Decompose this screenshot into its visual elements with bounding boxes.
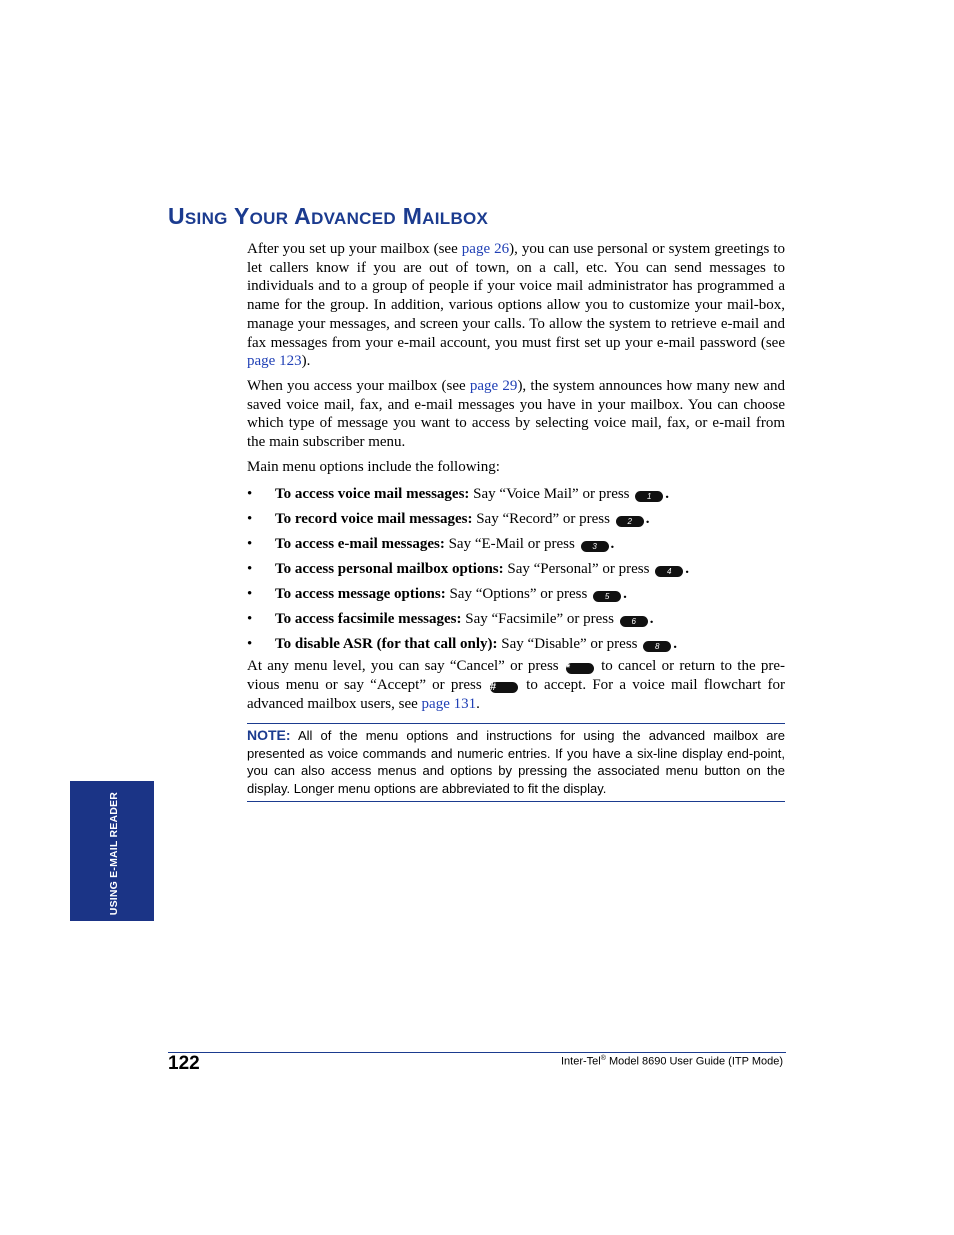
bullet-icon: • (247, 561, 253, 578)
menu-options-list (247, 485, 785, 654)
intro-paragraph: After you set up your mailbox (see page 26), you can use personal or system greetings to let callers know if you are out of town, on a call, etc. You can send messages to individuals and to a group of people if your voice mail administrator has programmed a name for the group. In addition, various options allow you to customize your mail-box, manage your messages, and screen your calls. To allow the system to retrieve e-mail and fax messages from your e-mail account, you must first set up your e-mail password (see page 123). (247, 241, 785, 370)
key-4-icon: 4 (655, 566, 683, 577)
bullet-icon: • (247, 511, 253, 528)
access-paragraph: When you access your mailbox (see page 29), the system announces how many new and saved voice mail, fax, and e-mail messages you have in your mailbox. You can choose which type of message you want to access by selecting voice mail, fax, or e-mail from the main subscriber menu. (247, 377, 785, 451)
chapter-tab-label: USING E-MAIL READER (108, 791, 120, 915)
page-123-link[interactable]: page 123 (247, 353, 302, 370)
bullet-icon: • (247, 586, 253, 603)
page-26-link[interactable]: page 26 (461, 241, 510, 257)
key-1-icon: 1 (635, 491, 663, 502)
note-label: NOTE: (247, 727, 291, 744)
bullet-icon: • (247, 536, 253, 553)
chapter-side-tab (70, 781, 154, 921)
list-item: • To record voice mail messages: Say “Record” or press 2 . (247, 511, 650, 528)
page-number: 122 (168, 1053, 200, 1074)
bullet-icon: • (247, 636, 253, 653)
list-item: • To access e-mail messages: Say “E-Mail or press 3 . (247, 536, 615, 553)
list-item: • To access message options: Say “Options” or press 5 . (247, 586, 627, 603)
key-6-icon: 6 (620, 616, 648, 627)
list-item: • To access personal mailbox options: Say “Personal” or press 4 . (247, 561, 689, 578)
menu-level-paragraph: At any menu level, you can say “Cancel” or press * to cancel or return to the pre-vious menu or say “Accept” or press # to accept. For a voice mail flowchart for advanced mailbox users, see page 131. (247, 658, 785, 712)
star-key-icon: * (566, 663, 594, 674)
bullet-icon: • (247, 486, 253, 503)
footer-title: Inter-Tel® Model 8690 User Guide (ITP Mode) (560, 1055, 783, 1068)
menu-intro-paragraph: Main menu options include the following: (247, 458, 500, 475)
pound-key-icon: # (490, 682, 518, 693)
list-item: • To access facsimile messages: Say “Facsimile” or press 6 . (247, 611, 654, 628)
key-3-icon: 3 (581, 541, 609, 552)
section-heading: USING YOUR ADVANCED MAILBOX (168, 203, 489, 229)
key-8-icon: 8 (643, 641, 671, 652)
footer-divider (168, 1052, 786, 1053)
list-item: • To disable ASR (for that call only): Say “Disable” or press 8 . (247, 636, 677, 653)
note-box (247, 723, 785, 802)
page-131-link[interactable]: page 131 (421, 695, 477, 712)
page-29-link[interactable]: page 29 (469, 377, 518, 394)
bullet-icon: • (247, 611, 253, 628)
body-content (247, 240, 785, 802)
key-5-icon: 5 (593, 591, 621, 602)
note-text: All of the menu options and instructions for using the advanced mailbox are presented as voice commands and numeric entries. If you have a six-line display end-point, you can also access menus and options by pressing the associated menu button on the display. Longer menu options are abbreviated to fit the display. (247, 728, 785, 796)
key-2-icon: 2 (616, 516, 644, 527)
list-item: • To access voice mail messages: Say “Voice Mail” or press 1 . (247, 486, 670, 503)
